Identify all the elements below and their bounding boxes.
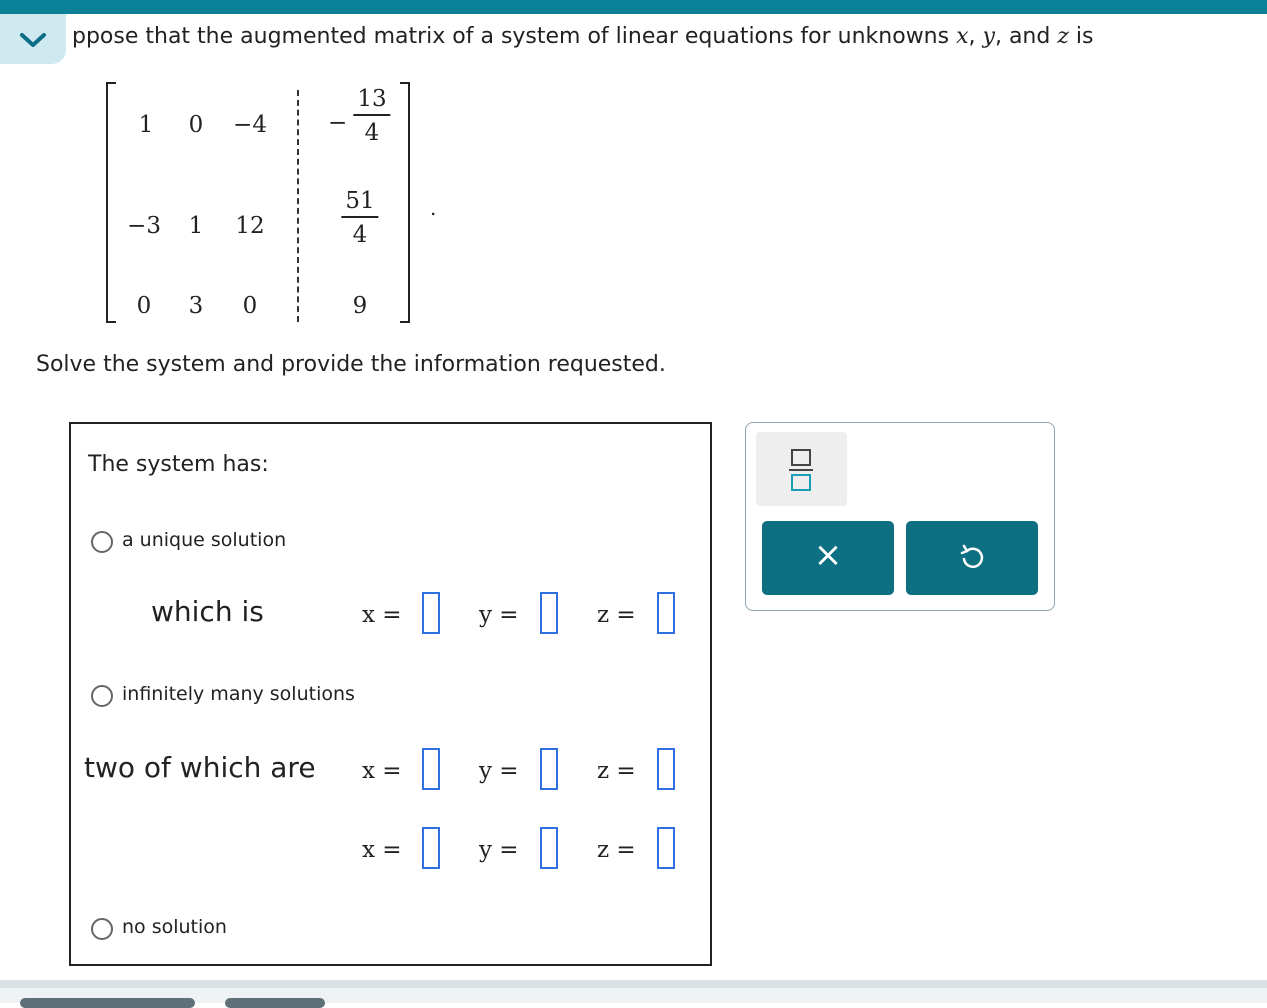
unique-y-input[interactable] — [540, 592, 558, 634]
fraction — [341, 188, 378, 248]
matrix-cell: 1 — [188, 213, 204, 239]
close-icon: × — [813, 535, 843, 575]
option-label-none: no solution — [122, 916, 227, 938]
matrix-cell: 1 — [138, 112, 154, 138]
undo-button[interactable] — [906, 521, 1038, 595]
instruction-text: Solve the system and provide the information requested. — [36, 352, 666, 377]
var-label-x: x = — [362, 837, 402, 863]
undo-icon — [958, 543, 986, 571]
matrix-right-bracket — [400, 82, 410, 323]
augment-divider — [297, 90, 299, 322]
fraction-numerator: 13 — [357, 86, 387, 112]
answer-heading: The system has: — [88, 452, 269, 477]
matrix-cell: 0 — [136, 293, 152, 319]
fraction-button[interactable] — [756, 432, 847, 506]
infinite-2-z-input[interactable] — [657, 827, 675, 869]
var-label-z: z = — [597, 758, 636, 784]
option-label-infinite: infinitely many solutions — [122, 683, 355, 705]
footer-button[interactable] — [225, 998, 325, 1008]
infinite-2-x-input[interactable] — [422, 827, 440, 869]
matrix-cell: −4 — [233, 112, 267, 138]
matrix-left-bracket — [106, 82, 116, 323]
var-label-x: x = — [362, 758, 402, 784]
var-label-z: z = — [597, 837, 636, 863]
fraction-numerator: 51 — [345, 188, 375, 214]
unique-prefix: which is — [151, 595, 264, 628]
unique-x-input[interactable] — [422, 592, 440, 634]
var-label-y: y = — [479, 602, 519, 628]
fraction-template-icon — [789, 449, 813, 491]
matrix-cell: 9 — [352, 293, 368, 319]
top-accent-bar — [0, 0, 1267, 14]
var-label-z: z = — [597, 602, 636, 628]
matrix-cell: 0 — [188, 112, 204, 138]
fraction-sign: − — [328, 110, 348, 136]
clear-button[interactable] — [762, 521, 894, 595]
matrix-cell: −3 — [127, 213, 161, 239]
question-prompt: ppose that the augmented matrix of a system of linear equations for unknowns x, y, and z is — [72, 24, 1094, 49]
matrix-period: . — [430, 196, 437, 220]
unique-z-input[interactable] — [657, 592, 675, 634]
infinite-prefix: two of which are — [84, 751, 316, 784]
option-label-unique: a unique solution — [122, 529, 287, 551]
answer-area — [69, 422, 712, 966]
fraction-denominator: 4 — [364, 120, 380, 146]
fraction — [353, 86, 390, 146]
footer-button[interactable] — [20, 998, 195, 1008]
radio-infinitely-many[interactable] — [91, 685, 113, 707]
matrix-cell: 3 — [188, 293, 204, 319]
infinite-1-x-input[interactable] — [422, 748, 440, 790]
radio-no-solution[interactable] — [91, 918, 113, 940]
bottom-divider — [0, 980, 1267, 988]
augmented-matrix — [106, 82, 426, 327]
infinite-1-y-input[interactable] — [540, 748, 558, 790]
matrix-cell: 12 — [235, 213, 265, 239]
fraction-denominator: 4 — [352, 222, 368, 248]
radio-unique-solution[interactable] — [91, 531, 113, 553]
infinite-2-y-input[interactable] — [540, 827, 558, 869]
math-toolbar — [745, 422, 1055, 611]
var-label-x: x = — [362, 602, 402, 628]
collapse-button[interactable] — [0, 14, 66, 64]
matrix-cell: 0 — [242, 293, 258, 319]
var-label-y: y = — [479, 837, 519, 863]
var-label-y: y = — [479, 758, 519, 784]
infinite-1-z-input[interactable] — [657, 748, 675, 790]
chevron-down-icon — [19, 32, 47, 48]
